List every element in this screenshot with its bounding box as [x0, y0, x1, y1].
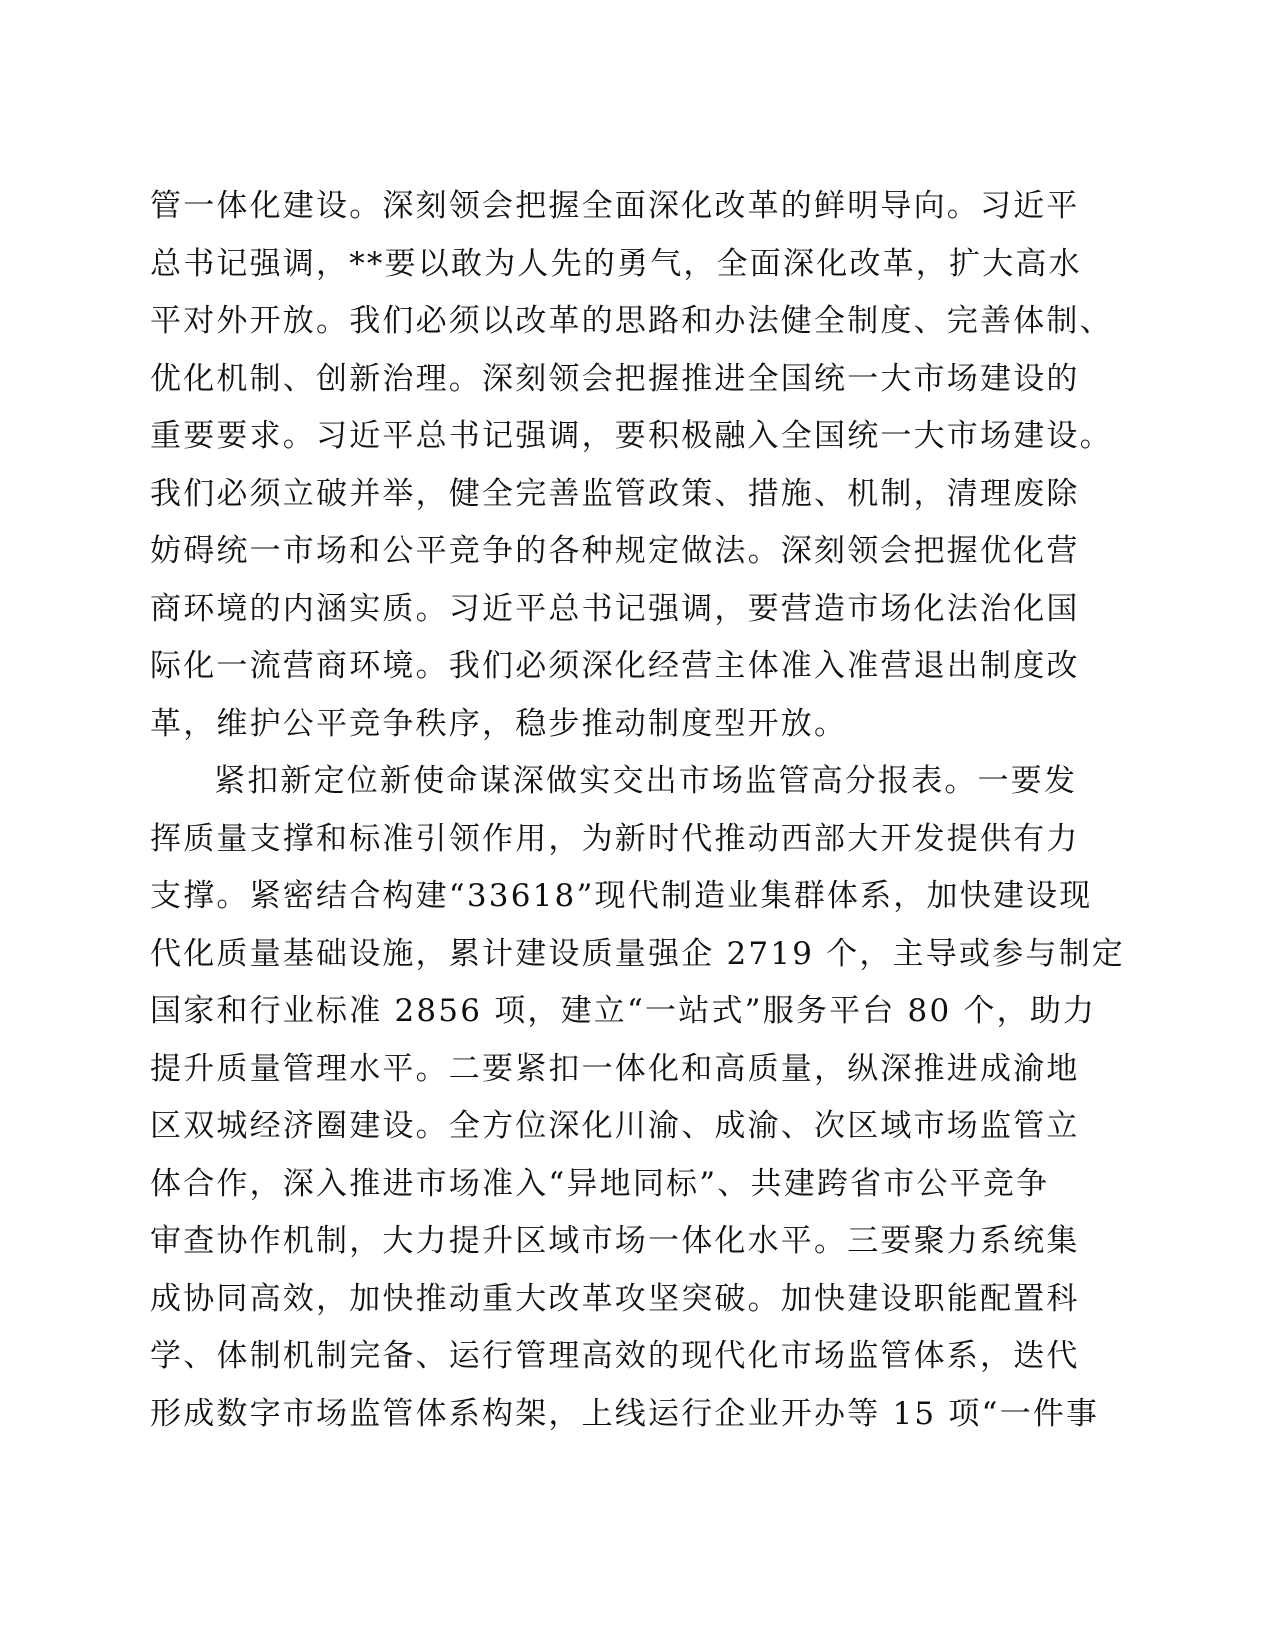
- text-line: 重要要求。习近平总书记强调，要积极融入全国统一大市场建设。: [150, 418, 1113, 454]
- text-line: 优化机制、创新治理。深刻领会把握推进全国统一大市场建设的: [150, 360, 1080, 397]
- text-line: 学、体制机制完备、运行管理高效的现代化市场监管体系，迭代: [150, 1338, 1080, 1374]
- paragraph-first-line: 紧扣新定位新使命谋深做实交出市场监管高分报表。一要发: [214, 763, 1078, 799]
- text-line: 挥质量支撑和标准引领作用，为新时代推动西部大开发提供有力: [150, 820, 1080, 857]
- text-line: 支撑。紧密结合构建“33618”现代制造业集群体系，加快建设现: [150, 878, 1093, 914]
- text-line: 体合作，深入推进市场准入“异地同标”、共建跨省市公平竞争: [150, 1165, 1050, 1202]
- document-body: [150, 178, 1130, 1443]
- text-line: 形成数字市场监管体系构架，上线运行企业开办等 15 项“一件事: [150, 1395, 1100, 1432]
- text-line: 妨碍统一市场和公平竞争的各种规定做法。深刻领会把握优化营: [150, 533, 1080, 569]
- text-line: 管一体化建设。深刻领会把握全面深化改革的鲜明导向。习近平: [150, 188, 1080, 224]
- text-line: 区双城经济圈建设。全方位深化川渝、成渝、次区域市场监管立: [150, 1108, 1080, 1144]
- text-line: 革，维护公平竞争秩序，稳步推动制度型开放。: [150, 705, 848, 742]
- text-line: 总书记强调，**要以敢为人先的勇气，全面深化改革，扩大高水: [150, 245, 1082, 282]
- text-line: 商环境的内涵实质。习近平总书记强调，要营造市场化法治化国: [150, 590, 1080, 627]
- text-line: 我们必须立破并举，健全完善监管政策、措施、机制，清理废除: [150, 475, 1080, 512]
- text-line: 成协同高效，加快推动重大改革攻坚突破。加快建设职能配置科: [150, 1280, 1080, 1317]
- text-line: 国家和行业标准 2856 项，建立“一站式”服务平台 80 个，助力: [150, 993, 1097, 1029]
- text-line: 平对外开放。我们必须以改革的思路和办法健全制度、完善体制、: [150, 303, 1113, 339]
- text-line: 代化质量基础设施，累计建设质量强企 2719 个，主导或参与制定: [150, 935, 1125, 972]
- text-line: 提升质量管理水平。二要紧扣一体化和高质量，纵深推进成渝地: [150, 1050, 1080, 1087]
- text-line: 审查协作机制，大力提升区域市场一体化水平。三要聚力系统集: [150, 1223, 1080, 1259]
- text-line: 际化一流营商环境。我们必须深化经营主体准入准营退出制度改: [150, 648, 1080, 684]
